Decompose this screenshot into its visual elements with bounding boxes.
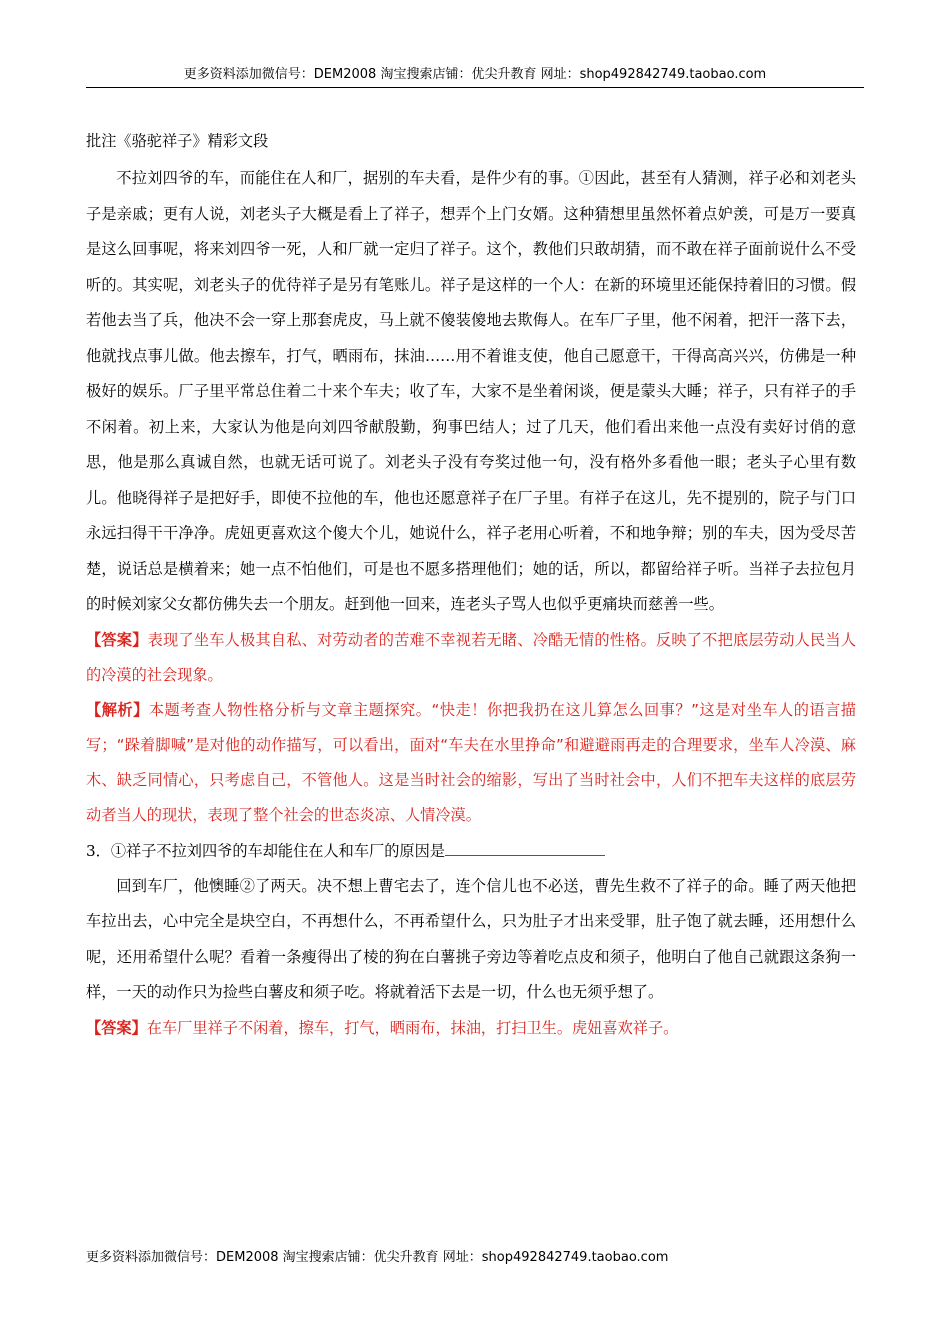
answer-blank[interactable] xyxy=(445,841,605,856)
passage-excerpt-1: 不拉刘四爷的车，而能住在人和厂，据别的车夫看，是件少有的事。①因此，甚至有人猜测，祥子必和刘老头子是亲戚；更有人说，刘老头子大概是看上了祥子，想弄个上门女婿。这种猜想里虽然怀着点妒羡，可是万一要真是这么回事呢，将来刘四爷一死，人和厂就一定归了祥子。这个，教他们只敢胡猜，而不敢在祥子面前说什么不受听的。其实呢，刘老头子的优待祥子是另有笔账儿。祥子是这样的一个人：在新的环境里还能保持着旧的习惯。假若他去当了兵，他决不会一穿上那套虎皮，马上就不傻装傻地去欺侮人。在车厂子里，他不闲着，把汗一落下去，他就找点事儿做。他去擦车，打气，晒雨布，抹油……用不着谁支使，他自己愿意干，干得高高兴兴，仿佛是一种极好的娱乐。厂子里平常总住着二十来个车夫；收了车，大家不是坐着闲谈，便是蒙头大睡；祥子，只有祥子的手不闲着。初上来，大家认为他是向刘四爷献殷勤，狗事巴结人；过了几天，他们看出来他一点没有卖好讨俏的意思，他是那么真诚自然，也就无话可说了。刘老头子没有夸奖过他一句，没有格外多看他一眼；老头子心里有数儿。他晓得祥子是把好手，即使不拉他的车，他也还愿意祥子在厂子里。有祥子在这儿，先不提别的，院子与门口永远扫得干干净净。虎妞更喜欢这个傻大个儿，她说什么，祥子老用心听着，不和地争辩；别的车夫，因为受尽苦楚，说话总是横着来；她一点不怕他们，可是也不愿多搭理他们；她的话，所以，都留给祥子听。当祥子去拉包月的时候刘家父女都仿佛失去一个朋友。赶到他一回来，连老头子骂人也似乎更痛块而慈善一些。 xyxy=(86,169,856,613)
answer-text: 表现了坐车人极其自私、对劳动者的苦难不幸视若无睹、冷酷无情的性格。反映了不把底层劳动人民当人的冷漠的社会现象。 xyxy=(86,630,857,684)
section-title: 批注《骆驼祥子》精彩文段 xyxy=(86,132,269,150)
answer-tag-2: 【答案】 xyxy=(86,1018,147,1037)
analysis-text: 本题考查人物性格分析与文章主题探究。“快走！你把我扔在这儿算怎么回事？”这是对坐车人的语言描写；“跺着脚喊”是对他的动作描写，可以看出，面对“车夫在水里挣命”和避避雨再走的合理要求，坐车人冷漠、麻木、缺乏同情心，只考虑自己，不管他人。这是当时社会的缩影，写出了当时社会中，人们不把车夫这样的底层劳动者当人的现状，表现了整个社会的世态炎凉、人情冷漠。 xyxy=(86,700,856,824)
page-footer: 更多资料添加微信号：DEM2008 淘宝搜索店铺：优尖升教育 网址：shop492842749.taobao.com xyxy=(86,1250,669,1265)
question-3-text: 3．①祥子不拉刘四爷的车却能住在人和车厂的原因是 xyxy=(86,841,445,860)
answer-block-1 xyxy=(86,623,856,693)
analysis-tag: 【解析】 xyxy=(86,700,149,719)
passage-excerpt-2: 回到车厂，他懊睡②了两天。决不想上曹宅去了，连个信儿也不必送，曹先生救不了祥子的命。睡了两天他把车拉出去，心中完全是块空白，不再想什么，不再希望什么，只为肚子才出来受罪，肚子饱了就去睡，还用想什么呢，还用希望什么呢？看着一条瘦得出了棱的狗在白薯挑子旁边等着吃点皮和须子，他明白了他自己就跟这条狗一样，一天的动作只为捡些白薯皮和须子吃。将就着活下去是一切，什么也无须乎想了。 xyxy=(86,876,856,1001)
question-3 xyxy=(86,833,856,869)
analysis-block-1 xyxy=(86,693,856,833)
answer-text-2: 在车厂里祥子不闲着，擦车，打气，晒雨布，抹油，打扫卫生。虎妞喜欢祥子。 xyxy=(146,1018,679,1037)
answer-tag: 【答案】 xyxy=(86,630,148,649)
document-body xyxy=(86,125,856,1046)
page-header: 更多资料添加微信号：DEM2008 淘宝搜索店铺：优尖升教育 网址：shop492842749.taobao.com xyxy=(86,64,864,88)
answer-block-2 xyxy=(86,1011,856,1046)
